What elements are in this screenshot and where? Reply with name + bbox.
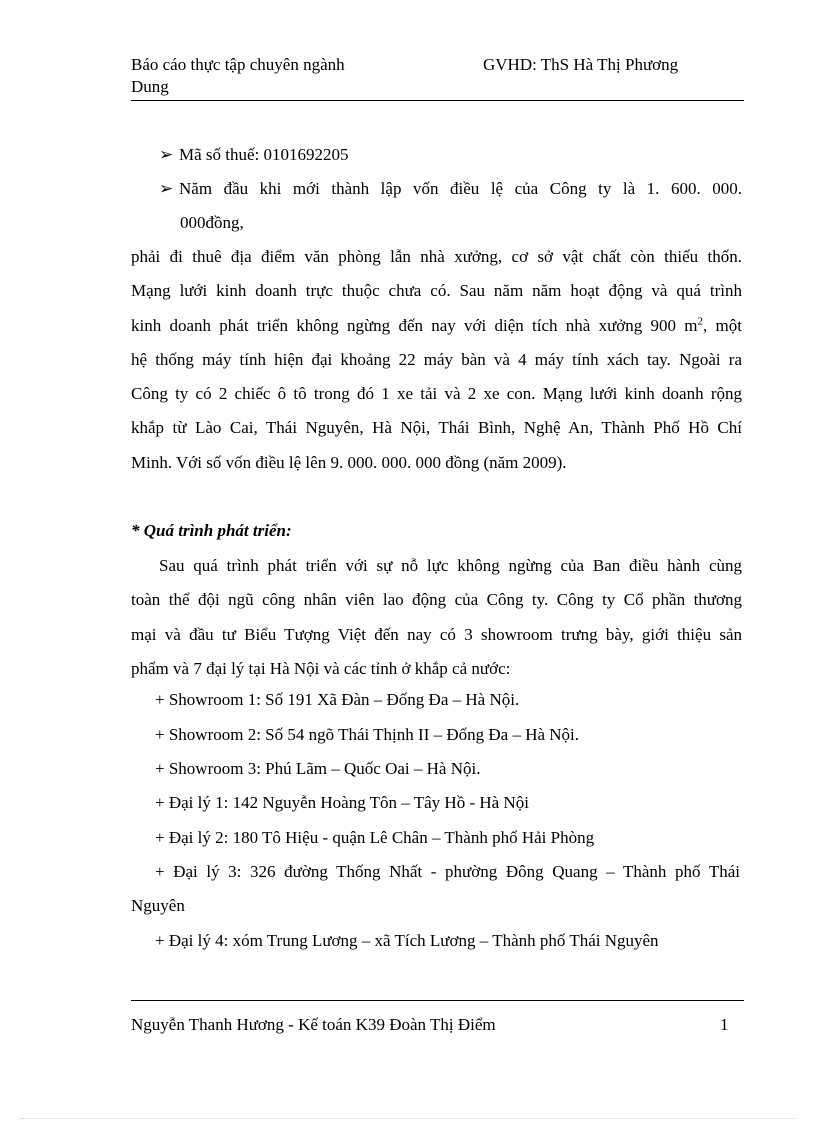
paragraph-line: Công ty có 2 chiếc ô tô trong đó 1 xe tải và 2 xe con. Mạng lưới kinh doanh rộng bbox=[131, 384, 742, 404]
list-item-agent-1: + Đại lý 1: 142 Nguyễn Hoàng Tôn – Tây Hồ - Hà Nội bbox=[155, 793, 529, 812]
bullet-text: Năm đầu khi mới thành lập vốn điều lệ của Công ty là 1. 600. 000. bbox=[179, 179, 742, 198]
paragraph-line: hệ thống máy tính hiện đại khoảng 22 máy bàn và 4 máy tính xách tay. Ngoài ra bbox=[131, 349, 742, 369]
list-item-showroom-2: + Showroom 2: Số 54 ngõ Thái Thịnh II – Đống Đa – Hà Nội. bbox=[155, 725, 580, 744]
page-number: 1 bbox=[720, 1015, 729, 1034]
paragraph-line: Sau quá trình phát triển với sự nỗ lực không ngừng của Ban điều hành cùng bbox=[159, 556, 742, 575]
paragraph-company-overview bbox=[131, 240, 742, 480]
paragraph-line-with-area bbox=[131, 309, 742, 343]
header-supervisor: GVHD: ThS Hà Thị Phương bbox=[483, 55, 679, 74]
arrow-bullet-icon: ➢ bbox=[159, 179, 174, 198]
paragraph-line: phải đi thuê địa điểm văn phòng lẫn nhà xưởng, cơ sở vật chất còn thiếu thốn. bbox=[131, 247, 742, 266]
list-item-showroom-1: + Showroom 1: Số 191 Xã Đàn – Đống Đa – Hà Nội. bbox=[155, 690, 520, 709]
list-item-agent-3-cont: Nguyên bbox=[131, 896, 185, 915]
list-item-showroom-3: + Showroom 3: Phú Lãm – Quốc Oai – Hà Nội. bbox=[155, 759, 481, 778]
list-item-agent-4: + Đại lý 4: xóm Trung Lương – xã Tích Lương – Thành phố Thái Nguyên bbox=[155, 931, 659, 950]
header-divider bbox=[131, 100, 744, 101]
paragraph-line: mại và đầu tư Biểu Tượng Việt đến nay có 3 showroom trưng bày, giới thiệu sản bbox=[131, 624, 742, 644]
header-report-title: Báo cáo thực tập chuyên ngành bbox=[131, 55, 345, 74]
page-edge-divider bbox=[20, 1118, 796, 1119]
paragraph-line: toàn thể đội ngũ công nhân viên lao động của Công ty. Công ty Cổ phần thương bbox=[131, 590, 742, 610]
paragraph-line: Minh. Với số vốn điều lệ lên 9. 000. 000. 000 đồng (năm 2009). bbox=[131, 452, 567, 472]
arrow-bullet-icon: ➢ bbox=[159, 145, 174, 164]
paragraph-line-tail: , một bbox=[703, 315, 742, 335]
paragraph-line: phẩm và 7 đại lý tại Hà Nội và các tỉnh ở khắp cả nước: bbox=[131, 658, 511, 678]
bullet-text: Mã số thuế: 0101692205 bbox=[179, 145, 349, 164]
footer-author: Nguyễn Thanh Hương - Kế toán K39 Đoàn Thị Điểm bbox=[131, 1015, 496, 1034]
section-heading: * Quá trình phát triển: bbox=[131, 521, 292, 540]
bullet-continuation: 000đồng, bbox=[180, 213, 244, 232]
paragraph-line: khắp từ Lào Cai, Thái Nguyên, Hà Nội, Thái Bình, Nghệ An, Thành Phố Hồ Chí bbox=[131, 418, 742, 438]
paragraph-line: Mạng lưới kinh doanh trực thuộc chưa có. Sau năm năm hoạt động và quá trình bbox=[131, 281, 742, 301]
superscript: 2 bbox=[697, 314, 704, 327]
list-item-agent-2: + Đại lý 2: 180 Tô Hiệu - quận Lê Chân – Thành phố Hải Phòng bbox=[155, 828, 595, 847]
footer-divider bbox=[131, 1000, 744, 1001]
header-report-title-cont: Dung bbox=[131, 77, 169, 96]
paragraph-line-text: kinh doanh phát triển không ngừng đến nay với diện tích nhà xưởng 900 m bbox=[131, 315, 698, 335]
paragraph-development bbox=[131, 549, 742, 686]
list-item-agent-3: + Đại lý 3: 326 đường Thống Nhất - phường Đông Quang – Thành phố Thái bbox=[155, 862, 740, 881]
